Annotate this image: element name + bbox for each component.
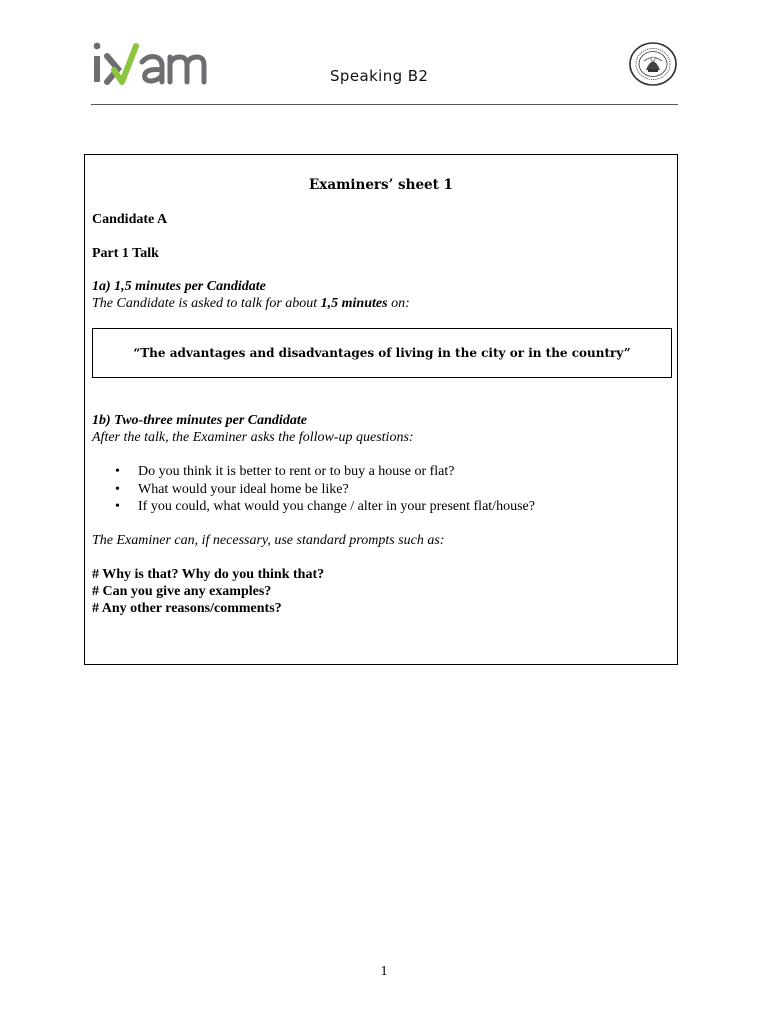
section-1a-instruction <box>92 295 410 312</box>
question-text: Do you think it is better to rent or to buy a house or flat? <box>138 464 455 479</box>
sheet-title: Examiners’ sheet 1 <box>309 177 453 193</box>
instruction-duration: 1,5 minutes <box>320 296 388 311</box>
logo-a <box>142 57 162 82</box>
follow-up-questions <box>115 463 535 516</box>
candidate-label: Candidate A <box>92 212 168 227</box>
bullet-icon: • <box>115 499 120 514</box>
section-1a-heading: 1a) 1,5 minutes per Candidate <box>92 279 266 294</box>
logo-m <box>170 57 204 82</box>
topic-text: “The advantages and disadvantages of living in the city or in the country” <box>133 346 631 360</box>
section-1b-heading: 1b) Two-three minutes per Candidate <box>92 413 307 428</box>
list-item <box>115 463 535 481</box>
document-title: Speaking B2 <box>330 67 429 85</box>
prompts-intro: The Examiner can, if necessary, use standard prompts such as: <box>92 533 445 548</box>
logo-i-dot <box>94 43 101 50</box>
university-seal-icon <box>628 41 678 87</box>
part-heading: Part 1 Talk <box>92 246 159 261</box>
prompt-line: # Why is that? Why do you think that? <box>92 567 325 582</box>
instruction-suffix: on: <box>387 296 410 311</box>
section-1b-instruction: After the talk, the Examiner asks the follow-up questions: <box>92 430 414 445</box>
bullet-icon: • <box>115 481 120 497</box>
list-item <box>115 498 535 516</box>
list-item <box>115 481 535 499</box>
topic-box <box>92 328 672 378</box>
bullet-icon: • <box>115 464 120 479</box>
header-divider <box>91 104 678 105</box>
prompt-line: # Any other reasons/comments? <box>92 601 282 616</box>
instruction-prefix: The Candidate is asked to talk for about <box>92 296 321 311</box>
logo-i-stem <box>94 56 100 82</box>
prompt-line: # Can you give any examples? <box>92 584 272 599</box>
question-text: What would your ideal home be like? <box>138 481 349 497</box>
question-text: If you could, what would you change / alter in your present flat/house? <box>138 499 535 514</box>
examiner-sheet <box>84 154 678 665</box>
ixam-logo <box>92 40 208 88</box>
page-number: 1 <box>380 964 388 979</box>
